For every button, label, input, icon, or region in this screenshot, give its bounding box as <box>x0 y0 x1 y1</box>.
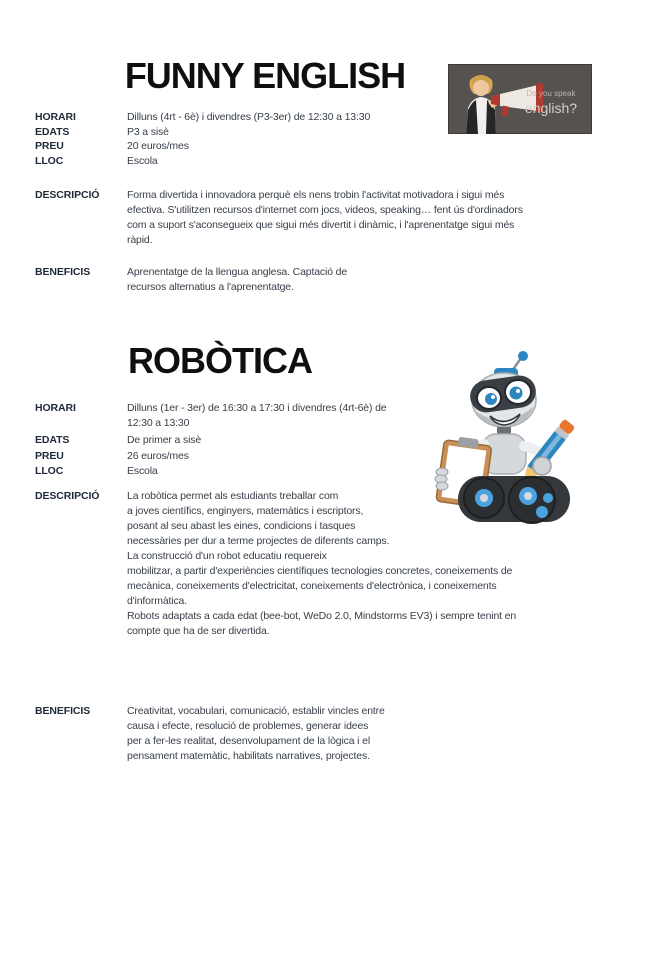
field-label-beneficis: BENEFICIS <box>35 705 91 717</box>
beneficis-line: Aprenentatge de la llengua anglesa. Captació de <box>127 266 348 278</box>
beneficis-line: recursos alternatius a l'aprenentatge. <box>127 281 294 293</box>
descripcio-line: La robòtica permet als estudiants treballar com <box>127 490 339 502</box>
descripcio-line: La construcció d'un robot educatiu requereix <box>127 550 327 562</box>
descripcio-line: compte que ha de ser divertida. <box>127 625 270 637</box>
descripcio-line: mobilitzar, a partir d'experiències científiques tecnologies concretes, coneixements de <box>127 565 513 577</box>
descripcio-line: Forma divertida i innovadora perquè els nens trobin l'activitat motivadora i sigui més <box>127 189 505 201</box>
field-value-lloc: Escola <box>127 155 158 167</box>
field-value-horari-line1: Dilluns (1er - 3er) de 16:30 a 17:30 i divendres (4rt-6è) de <box>127 402 387 414</box>
descripcio-line: com a suport s'aconsegueix que sigui més divertit i dinàmic, i l'aprenentatge sigui més <box>127 219 515 231</box>
descripcio-line: d'informàtica. <box>127 595 188 607</box>
field-value-horari: Dilluns (4rt - 6è) i divendres (P3-3er) de 12:30 a 13:30 <box>127 111 371 123</box>
field-value-horari-line2: 12:30 a 13:30 <box>127 417 190 429</box>
field-label-lloc: LLOC <box>35 155 64 167</box>
field-label-descripcio: DESCRIPCIÓ <box>35 490 100 502</box>
photo-text-small: Do you speak <box>526 89 576 98</box>
field-label-descripcio: DESCRIPCIÓ <box>35 189 100 201</box>
field-value-edats: De primer a sisè <box>127 434 202 446</box>
field-value-lloc: Escola <box>127 465 158 477</box>
field-value-preu: 20 euros/mes <box>127 140 189 152</box>
descripcio-line: posant al seu abast les eines, condicions i tasques <box>127 520 356 532</box>
field-label-lloc: LLOC <box>35 465 64 477</box>
descripcio-line: ràpid. <box>127 234 153 246</box>
field-value-edats: P3 a sisè <box>127 126 169 138</box>
beneficis-line: causa i efecte, resolució de problemes, generar idees <box>127 720 369 732</box>
descripcio-line: mecànica, coneixements d'electricitat, coneixements d'electrònica, i coneixements <box>127 580 497 592</box>
descripcio-line: Robots adaptats a cada edat (bee-bot, WeDo 2.0, Mindstorms EV3) i sempre tenint en <box>127 610 517 622</box>
section-title-robotica: ROBÒTICA <box>128 340 312 381</box>
beneficis-line: per a fer-les realitat, desenvolupament de la lògica i el <box>127 735 371 747</box>
do-you-speak-english-photo <box>448 64 592 134</box>
field-label-preu: PREU <box>35 140 64 152</box>
field-label-preu: PREU <box>35 450 64 462</box>
descripcio-line: a joves científics, enginyers, matemàtics i escriptors, <box>127 505 364 517</box>
robot-clipart <box>424 348 576 533</box>
field-label-horari: HORARI <box>35 111 76 123</box>
section-title-funny-english: FUNNY ENGLISH <box>124 55 406 96</box>
field-label-edats: EDATS <box>35 434 70 446</box>
field-label-beneficis: BENEFICIS <box>35 266 91 278</box>
field-label-edats: EDATS <box>35 126 70 138</box>
beneficis-line: pensament matemàtic, habilitats narratives, projectes. <box>127 750 370 762</box>
field-label-horari: HORARI <box>35 402 76 414</box>
descripcio-line: efectiva. S'utilitzen recursos d'internet com jocs, videos, speaking… fent ús d'ordinadors <box>127 204 523 216</box>
beneficis-line: Creativitat, vocabulari, comunicació, establir vincles entre <box>127 705 385 717</box>
photo-text-large: english? <box>524 100 578 116</box>
field-value-preu: 26 euros/mes <box>127 450 189 462</box>
descripcio-line: necessàries per dur a terme projectes de diferents camps. <box>127 535 390 547</box>
